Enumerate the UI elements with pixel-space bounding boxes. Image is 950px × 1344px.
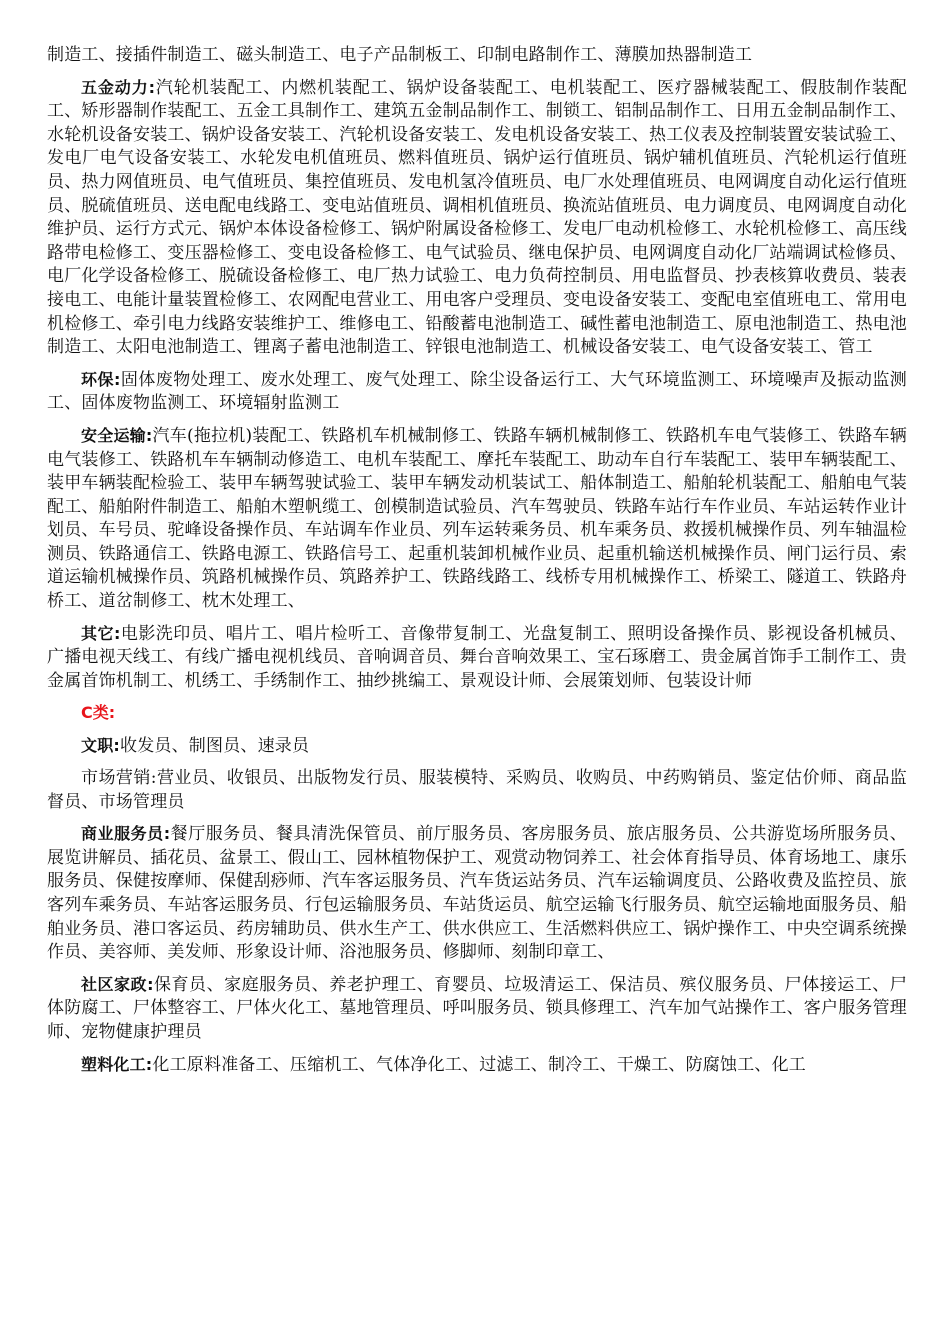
commercial-service-text: 餐厅服务员、餐具清洗保管员、前厅服务员、客房服务员、旅店服务员、公共游览场所服务员、展览讲解员、插花员、盆景工、假山工、园林植物保护工、观赏动物饲养工、社会体育指导员、体育场地工、康乐服务员、保健按摩师、保健刮痧师、汽车客运服务员、汽车货运站务员、汽车运输调度员、公路收费及监控员、旅客列车乘务员、车站客运服务员、行包运输服务员、车站货运员、航空运输飞行服务员、航空运输地面服务员、船舶业务员、港口客运员、药房辅助员、供水生产工、供水供应工、生活燃料供应工、锅炉操作工、中央空调系统操作员、美容师、美发师、形象设计师、浴池服务员、修脚师、刻制印章工、 [47, 824, 907, 963]
other-text: 电影洗印员、唱片工、唱片检听工、音像带复制工、光盘复制工、照明设备操作员、影视设备机械员、广播电视天线工、有线广播电视机线员、音响调音员、舞台音响效果工、宝石琢磨工、贵金属首饰手工制作工、贵金属首饰机制工、机绣工、手绣制作工、抽纱挑编工、景观设计师、会展策划师、包装设计师 [47, 623, 908, 691]
plastics-chemical-text: 化工原料准备工、压缩机工、气体净化工、过滤工、制冷工、干燥工、防腐蚀工、化工 [152, 1054, 807, 1075]
other-paragraph [47, 622, 907, 694]
hardware-label: 五金动力: [81, 77, 156, 97]
intro-text: 制造工、接插件制造工、磁头制造工、电子产品制板工、印制电路制作工、薄膜加热器制造工 [47, 45, 753, 65]
marketing-paragraph [47, 767, 907, 814]
commercial-service-paragraph [47, 822, 907, 965]
environment-paragraph [47, 368, 907, 416]
community-housekeeping-label: 社区家政: [81, 974, 154, 994]
other-label: 其它: [81, 623, 121, 643]
commercial-service-label: 商业服务员: [81, 824, 171, 844]
transport-text: 汽车(拖拉机)装配工、铁路机车机械制修工、铁路车辆机械制修工、铁路机车电气装修工、铁路车辆电气装修工、铁路机车车辆制动修造工、电机车装配工、摩托车装配工、助动车自行车装配工、装甲车辆装配工、装甲车辆装配检验工、装甲车辆驾驶试验工、装甲车辆发动机装试工、船体制造工、船舶轮机装配工、船舶电气装配工、船舶附件制造工、船舶木塑帆缆工、创模制造试验员、汽车驾驶员、铁路车站行车作业员、车站运转作业计划员、车号员、驼峰设备操作员、车站调车作业员、列车运转乘务员、机车乘务员、救援机械操作员、列车轴温检测员、铁路通信工、铁路电源工、铁路信号工、起重机装卸机械作业员、起重机输送机械操作员、闸门运行员、索道运输机械操作员、筑路机械操作员、筑路养护工、铁路线路工、线桥专用机械操作工、桥梁工、隧道工、铁路舟桥工、道岔制修工、枕木处理工、 [47, 425, 907, 612]
marketing-text: 营业员、收银员、出版物发行员、服装模特、采购员、收购员、中药购销员、鉴定估价师、商品监督员、市场管理员 [47, 768, 907, 812]
document-page [47, 44, 907, 1085]
transport-paragraph [47, 424, 907, 614]
intro-paragraph [47, 44, 907, 68]
marketing-label: 市场营销: [81, 768, 157, 789]
plastics-chemical-label: 塑料化工: [81, 1054, 153, 1074]
community-housekeeping-paragraph [47, 973, 907, 1045]
clerical-text: 收发员、制图员、速录员 [120, 736, 310, 757]
transport-label: 安全运输: [81, 425, 153, 445]
hardware-paragraph [47, 76, 907, 360]
hardware-text: 汽轮机装配工、内燃机装配工、锅炉设备装配工、电机装配工、医疗器械装配工、假肢制作装配工、矫形器制作装配工、五金工具制作工、建筑五金制品制作工、制锁工、铝制品制作工、日用五金制品制作工、水轮机设备安装工、锅炉设备安装工、汽轮机设备安装工、发电机设备安装工、热工仪表及控制装置安装试验工、发电厂电气设备安装工、水轮发电机值班员、燃料值班员、锅炉运行值班员、锅炉辅机值班员、汽轮机运行值班员、热力网值班员、电气值班员、集控值班员、发电机氢冷值班员、电厂水处理值班员、电网调度自动化运行值班员、脱硫值班员、送电配电线路工、变电站值班员、调相机值班员、换流站值班员、电力调度员、电网调度自动化维护员、运行方式元、锅炉本体设备检修工、锅炉附属设备检修工、发电厂电动机检修工、水轮机检修工、高压线路带电检修工、变压器检修工、变电设备检修工、电气试验员、继电保护员、电网调度自动化厂站端调试检修员、电厂化学设备检修工、脱硫设备检修工、电厂热力试验工、电力负荷控制员、用电监督员、抄表核算收费员、装表接电工、电能计量装置检修工、农网配电营业工、用电客户受理员、变电设备安装工、变配电室值班电工、常用电机检修工、牵引电力线路安装维护工、维修电工、铅酸蓄电池制造工、碱性蓄电池制造工、原电池制造工、热电池制造工、太阳电池制造工、锂离子蓄电池制造工、锌银电池制造工、机械设备安装工、电气设备安装工、管工 [47, 77, 907, 358]
environment-text: 固体废物处理工、废水处理工、废气处理工、除尘设备运行工、大气环境监测工、环境噪声及振动监测工、固体废物监测工、环境辐射监测工 [47, 369, 908, 414]
environment-label: 环保: [81, 369, 121, 389]
clerical-label: 文职: [81, 736, 120, 756]
plastics-chemical-paragraph [47, 1053, 907, 1078]
community-housekeeping-text: 保育员、家庭服务员、养老护理工、育婴员、垃圾清运工、保洁员、殡仪服务员、尸体接运工、尸体防腐工、尸体整容工、尸体火化工、墓地管理员、呼叫服务员、锁具修理工、汽车加气站操作工、客户服务管理师、宠物健康护理员 [47, 974, 907, 1042]
category-c-heading: C类: [81, 703, 116, 723]
clerical-paragraph [47, 734, 907, 759]
